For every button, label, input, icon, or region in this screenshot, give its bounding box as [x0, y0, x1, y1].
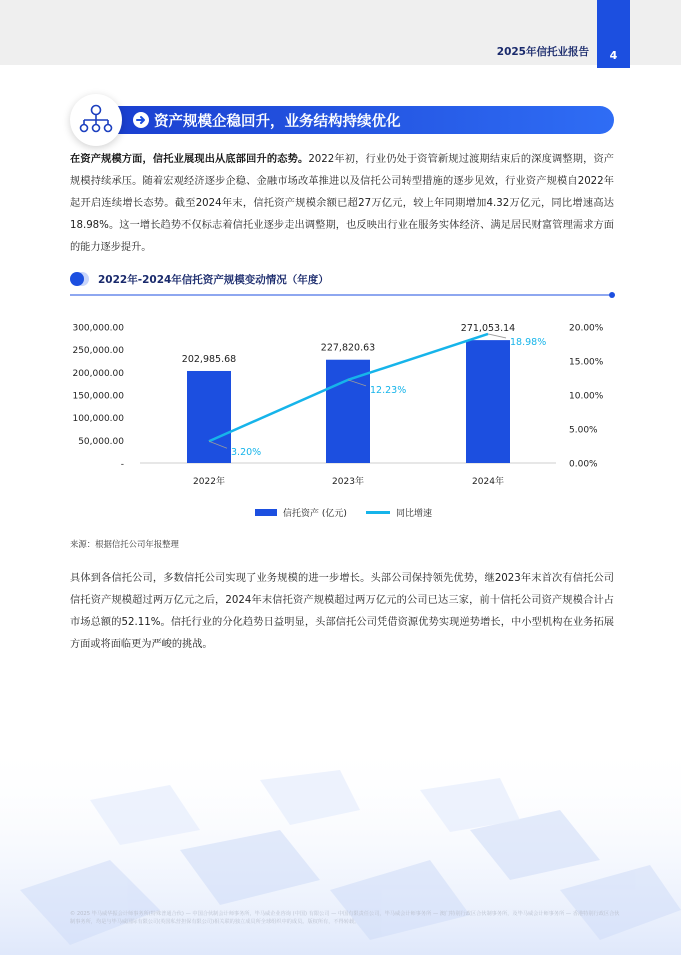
left-axis-tick-label: 300,000.00 — [72, 323, 124, 334]
intro-body: 2022年初，行业仍处于资管新规过渡期结束后的深度调整期，资产规模持续承压。随着宏观经济逐步企稳、金融市场改革推进以及信托公司转型措施的逐步见效，行业资产规模自2022年起开启连续增长态势。截至2024年末，信托资产规模余额已超27万亿元，较上年同期增加4.32万亿元，同比增速高达18.98%。这一增长趋势不仅标志着信托业逐步走出调整期，也反映出行业在服务实体经济、满足居民财富管理需求方面的能力逐步提升。 — [70, 154, 614, 253]
bar — [466, 340, 510, 463]
source-note: 来源：根据信托公司年报整理 — [70, 539, 179, 549]
right-axis-tick-label: 10.00% — [569, 391, 604, 402]
intro-paragraph — [70, 149, 614, 259]
right-axis-tick-label: 5.00% — [569, 425, 598, 436]
bar-value-label: 227,820.63 — [320, 342, 376, 354]
page-number: 4 — [609, 49, 618, 62]
x-axis-tick-label: 2023年 — [332, 477, 364, 487]
line-value-label: 18.98% — [510, 336, 547, 348]
legend-bar-swatch — [255, 509, 277, 516]
line-label-leader — [488, 334, 506, 338]
company-paragraph: 具体到各信托公司，多数信托公司实现了业务规模的进一步增长。头部公司保持领先优势，继2023年末首次有信托公司信托资产规模超过两万亿元之后，2024年末信托资产规模超过两万亿元的公司已达三家，前十信托公司资产规模合计占市场总额的52.11%。信托行业的分化趋势日益明显，头部信托公司凭借资源优势实现逆势增长，中小型机构在业务拓展方面或将面临更为严峻的挑战。 — [70, 573, 614, 650]
report-title: 2025年信托业报告 — [496, 46, 589, 58]
right-axis-tick-label: 20.00% — [569, 323, 604, 334]
left-axis-tick-label: 150,000.00 — [72, 391, 124, 402]
asset-scale-chart — [0, 300, 681, 540]
left-axis-tick-label: 50,000.00 — [78, 436, 124, 447]
org-chart-icon — [70, 94, 122, 146]
bar-value-label: 202,985.68 — [181, 353, 237, 365]
arrow-right-icon — [133, 112, 149, 128]
chart-title: 2022年-2024年信托资产规模变动情况（年度） — [98, 274, 329, 286]
intro-lead: 在资产规模方面，信托业展现出从底部回升的态势。 — [70, 154, 309, 165]
left-axis-tick-label: - — [120, 459, 124, 470]
legend-bar-label: 信托资产 (亿元) — [283, 509, 347, 519]
left-axis-tick-label: 200,000.00 — [72, 368, 124, 379]
chart-header — [68, 270, 616, 298]
left-axis-tick-label: 250,000.00 — [72, 346, 124, 357]
right-axis-tick-label: 15.00% — [569, 357, 604, 368]
legend-line-label: 同比增速 — [396, 509, 433, 519]
line-value-label: 12.23% — [370, 384, 407, 396]
x-axis-tick-label: 2022年 — [193, 477, 225, 487]
page-number-block — [597, 0, 630, 68]
x-axis-tick-label: 2024年 — [472, 477, 504, 487]
bar-value-label: 271,053.14 — [460, 323, 516, 335]
section-title: 资产规模企稳回升，业务结构持续优化 — [154, 114, 401, 130]
section-banner — [112, 106, 614, 134]
line-value-label: 3.20% — [231, 447, 262, 459]
footer-copyright: © 2025 毕马威华振会计师事务所(特殊普通合伙) — 中国合伙制会计师事务所，毕马威企业咨询 (中国) 有限公司 — 中国有限责任公司，毕马威会计师事务所 — 澳门特别行政区合伙制事务所，及毕马威会计师事务所 — 香港特别行政区合伙制事务所，均是与毕马威国际有限公司(英国私营担保有限公司)相关联的独立成员所全球组织中的成员。版权所有，不得转载。 — [70, 911, 620, 925]
left-axis-tick-label: 100,000.00 — [72, 414, 124, 425]
bar — [187, 371, 231, 463]
right-axis-tick-label: 0.00% — [569, 459, 598, 470]
